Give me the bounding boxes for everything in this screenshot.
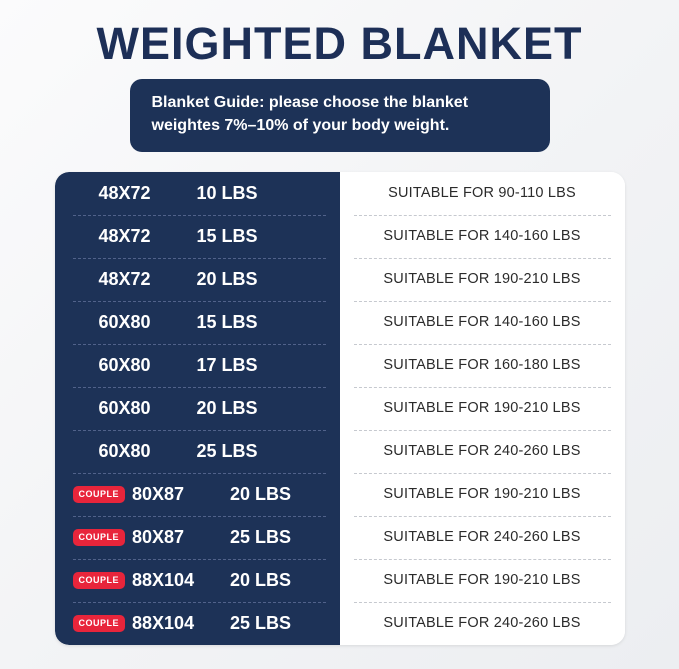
suitable-label: SUITABLE FOR 190-210 LBS — [383, 271, 581, 288]
page-title: WEIGHTED BLANKET — [96, 18, 583, 69]
table-cell-suitable — [340, 602, 625, 645]
table-cell-suitable — [340, 215, 625, 258]
couple-badge: COUPLE — [73, 529, 126, 546]
size-label: 48X72 — [98, 182, 151, 203]
table-cell-suitable — [340, 559, 625, 602]
suitable-label: SUITABLE FOR 140-160 LBS — [383, 228, 581, 245]
suitable-label: SUITABLE FOR 240-260 LBS — [383, 443, 581, 460]
table-cell-size — [55, 559, 340, 602]
table-row — [55, 258, 625, 301]
row-divider — [354, 516, 611, 517]
weight-label: 10 LBS — [196, 182, 258, 203]
row-divider — [73, 602, 326, 603]
table-cell-size — [55, 516, 340, 559]
row-divider — [73, 215, 326, 216]
size-label: 60X80 — [98, 397, 151, 418]
table-cell-size — [55, 215, 340, 258]
weight-label: 25 LBS — [196, 440, 258, 461]
suitable-label: SUITABLE FOR 190-210 LBS — [383, 400, 581, 417]
size-label: 88X104 — [132, 612, 195, 633]
suitable-label: SUITABLE FOR 140-160 LBS — [383, 314, 581, 331]
table-cell-size — [55, 473, 340, 516]
suitable-label: SUITABLE FOR 90-110 LBS — [388, 185, 576, 202]
row-divider — [354, 430, 611, 431]
row-divider — [354, 215, 611, 216]
table-cell-suitable — [340, 258, 625, 301]
couple-badge: COUPLE — [73, 486, 126, 503]
suitable-label: SUITABLE FOR 190-210 LBS — [383, 486, 581, 503]
weight-label: 20 LBS — [196, 397, 258, 418]
table-cell-size — [55, 258, 340, 301]
table-rows — [55, 172, 625, 645]
table-row — [55, 559, 625, 602]
size-label: 88X104 — [132, 569, 195, 590]
table-row — [55, 301, 625, 344]
table-cell-suitable — [340, 516, 625, 559]
size-label: 60X80 — [98, 311, 151, 332]
suitable-label: SUITABLE FOR 160-180 LBS — [383, 357, 581, 374]
row-divider — [73, 430, 326, 431]
guide-line-2: weightes 7%–10% of your body weight. — [151, 117, 450, 135]
row-divider — [354, 559, 611, 560]
table-cell-suitable — [340, 387, 625, 430]
table-row — [55, 430, 625, 473]
table-cell-suitable — [340, 301, 625, 344]
couple-badge: COUPLE — [73, 615, 126, 632]
weight-label: 17 LBS — [196, 354, 258, 375]
guide-banner-wrap — [0, 79, 679, 151]
table-cell-size — [55, 344, 340, 387]
table-row — [55, 387, 625, 430]
table-row — [55, 516, 625, 559]
weight-label: 25 LBS — [230, 526, 292, 547]
table-cell-suitable — [340, 172, 625, 215]
row-divider — [354, 301, 611, 302]
table-cell-suitable — [340, 344, 625, 387]
size-label: 60X80 — [98, 354, 151, 375]
row-divider — [73, 516, 326, 517]
row-divider — [354, 258, 611, 259]
size-label: 48X72 — [98, 268, 151, 289]
row-divider — [73, 387, 326, 388]
size-label: 48X72 — [98, 225, 151, 246]
weight-label: 20 LBS — [196, 268, 258, 289]
size-label: 60X80 — [98, 440, 151, 461]
weight-label: 20 LBS — [230, 483, 292, 504]
table-row — [55, 215, 625, 258]
size-chart-table — [55, 172, 625, 645]
suitable-label: SUITABLE FOR 240-260 LBS — [383, 615, 581, 632]
table-cell-size — [55, 430, 340, 473]
row-divider — [73, 301, 326, 302]
size-label: 80X87 — [132, 526, 185, 547]
weight-label: 15 LBS — [196, 225, 258, 246]
row-divider — [354, 387, 611, 388]
row-divider — [354, 473, 611, 474]
weight-label: 25 LBS — [230, 612, 292, 633]
table-row — [55, 602, 625, 645]
guide-banner — [130, 79, 550, 151]
row-divider — [73, 258, 326, 259]
table-row — [55, 344, 625, 387]
row-divider — [354, 344, 611, 345]
row-divider — [73, 559, 326, 560]
weight-label: 20 LBS — [230, 569, 292, 590]
table-row — [55, 172, 625, 215]
size-label: 80X87 — [132, 483, 185, 504]
table-cell-suitable — [340, 430, 625, 473]
suitable-label: SUITABLE FOR 240-260 LBS — [383, 529, 581, 546]
row-divider — [73, 473, 326, 474]
table-cell-size — [55, 301, 340, 344]
weight-label: 15 LBS — [196, 311, 258, 332]
table-cell-size — [55, 387, 340, 430]
table-row — [55, 473, 625, 516]
table-cell-suitable — [340, 473, 625, 516]
suitable-label: SUITABLE FOR 190-210 LBS — [383, 572, 581, 589]
row-divider — [354, 602, 611, 603]
row-divider — [73, 344, 326, 345]
couple-badge: COUPLE — [73, 572, 126, 589]
table-cell-size — [55, 172, 340, 215]
guide-line-1: Blanket Guide: please choose the blanket — [151, 94, 469, 112]
table-cell-size — [55, 602, 340, 645]
